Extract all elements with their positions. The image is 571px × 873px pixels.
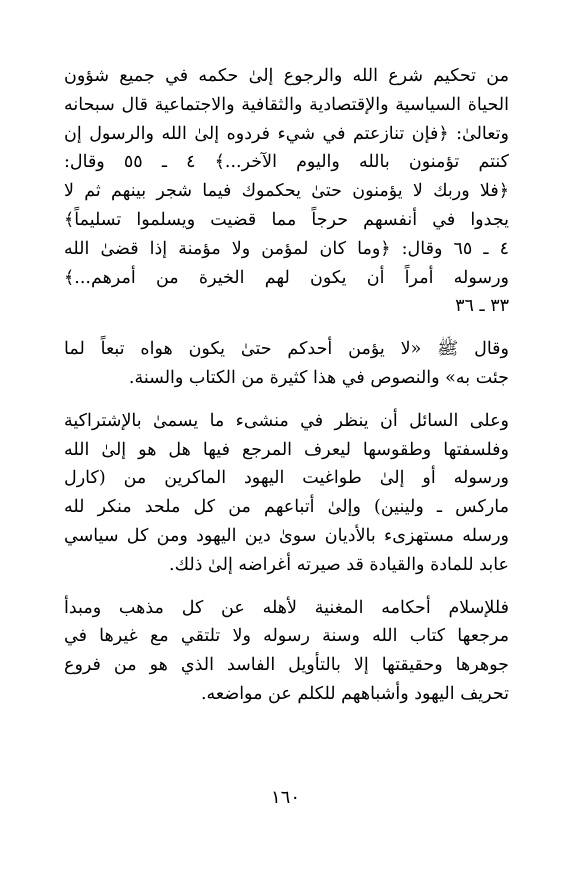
text-line: وعلى السائل أن ينظر في منشىء ما يسمىٰ بالإشتراكية	[64, 410, 509, 431]
text-line: ورسله مستهزىء بالأديان سوىٰ دين اليهود ومن كل سياسي	[64, 525, 509, 546]
text-line: وفلسفتها وطقوسها ليعرف المرجع فيها هل هو إلىٰ الله	[64, 439, 509, 460]
page-number: ١٦٠	[270, 787, 300, 808]
text-line: جوهرها وحقيقتها إلا بالتأويل الفاسد الذي هو من فروع	[64, 655, 509, 676]
paragraph-islam-rulings	[64, 594, 509, 709]
text-line: ورسوله أمراً أن يكون لهم الخيرة من أمرهم...﴾	[64, 267, 509, 288]
text-line: جئت به» والنصوص في هذا كثيرة من الكتاب والسنة.	[128, 367, 509, 388]
text-line: الحياة السياسية والإقتصادية والثقافية والاجتماعية قال سبحانه	[64, 94, 509, 115]
paragraph-socialism	[64, 407, 509, 580]
text-line: عابد للمادة والقيادة قد صيرته أغراضه إلىٰ ذلك.	[169, 554, 509, 575]
text-line: وقال ﷺ «لا يؤمن أحدكم حتىٰ يكون هواه تبعاً لما	[64, 339, 509, 360]
paragraph-quranic-evidence	[64, 62, 509, 321]
paragraph-hadith	[64, 335, 509, 393]
text-line: ورسوله أو إلىٰ طواغيت اليهود الماكرين من (كارل	[64, 468, 509, 489]
text-line: من تحكيم شرع الله والرجوع إلىٰ حكمه في جميع شؤون	[64, 66, 509, 86]
text-line: ماركس ـ ولينين) وإلىٰ أتباعهم من كل ملحد منكر لله	[64, 497, 509, 518]
text-line: ﴿فلا وربك لا يؤمنون حتىٰ يحكموك فيما شجر بينهم ثم لا	[64, 181, 509, 202]
text-line: مرجعها كتاب الله وسنة رسوله ولا تلتقي مع غيرها في	[64, 626, 509, 647]
text-line: ٤ ـ ٦٥ وقال: ﴿وما كان لمؤمن ولا مؤمنة إذا قضىٰ الله	[64, 238, 509, 259]
text-line: تحريف اليهود وأشباههم للكلم عن مواضعه.	[200, 683, 509, 704]
text-line: وتعالىٰ: ﴿فإن تنازعتم في شيء فردوه إلىٰ الله والرسول إن	[64, 123, 509, 144]
text-line: فللإسلام أحكامه المغنية لأهله عن كل مذهب ومبدأ	[64, 597, 509, 618]
text-line: كنتم تؤمنون بالله واليوم الآخر...﴾ ٤ ـ ٥٥ وقال:	[64, 152, 509, 173]
text-line: ٣٣ ـ ٣٦	[455, 296, 509, 317]
text-line: يجدوا في أنفسهم حرجاً مما قضيت ويسلموا تسليماً﴾	[64, 209, 509, 230]
